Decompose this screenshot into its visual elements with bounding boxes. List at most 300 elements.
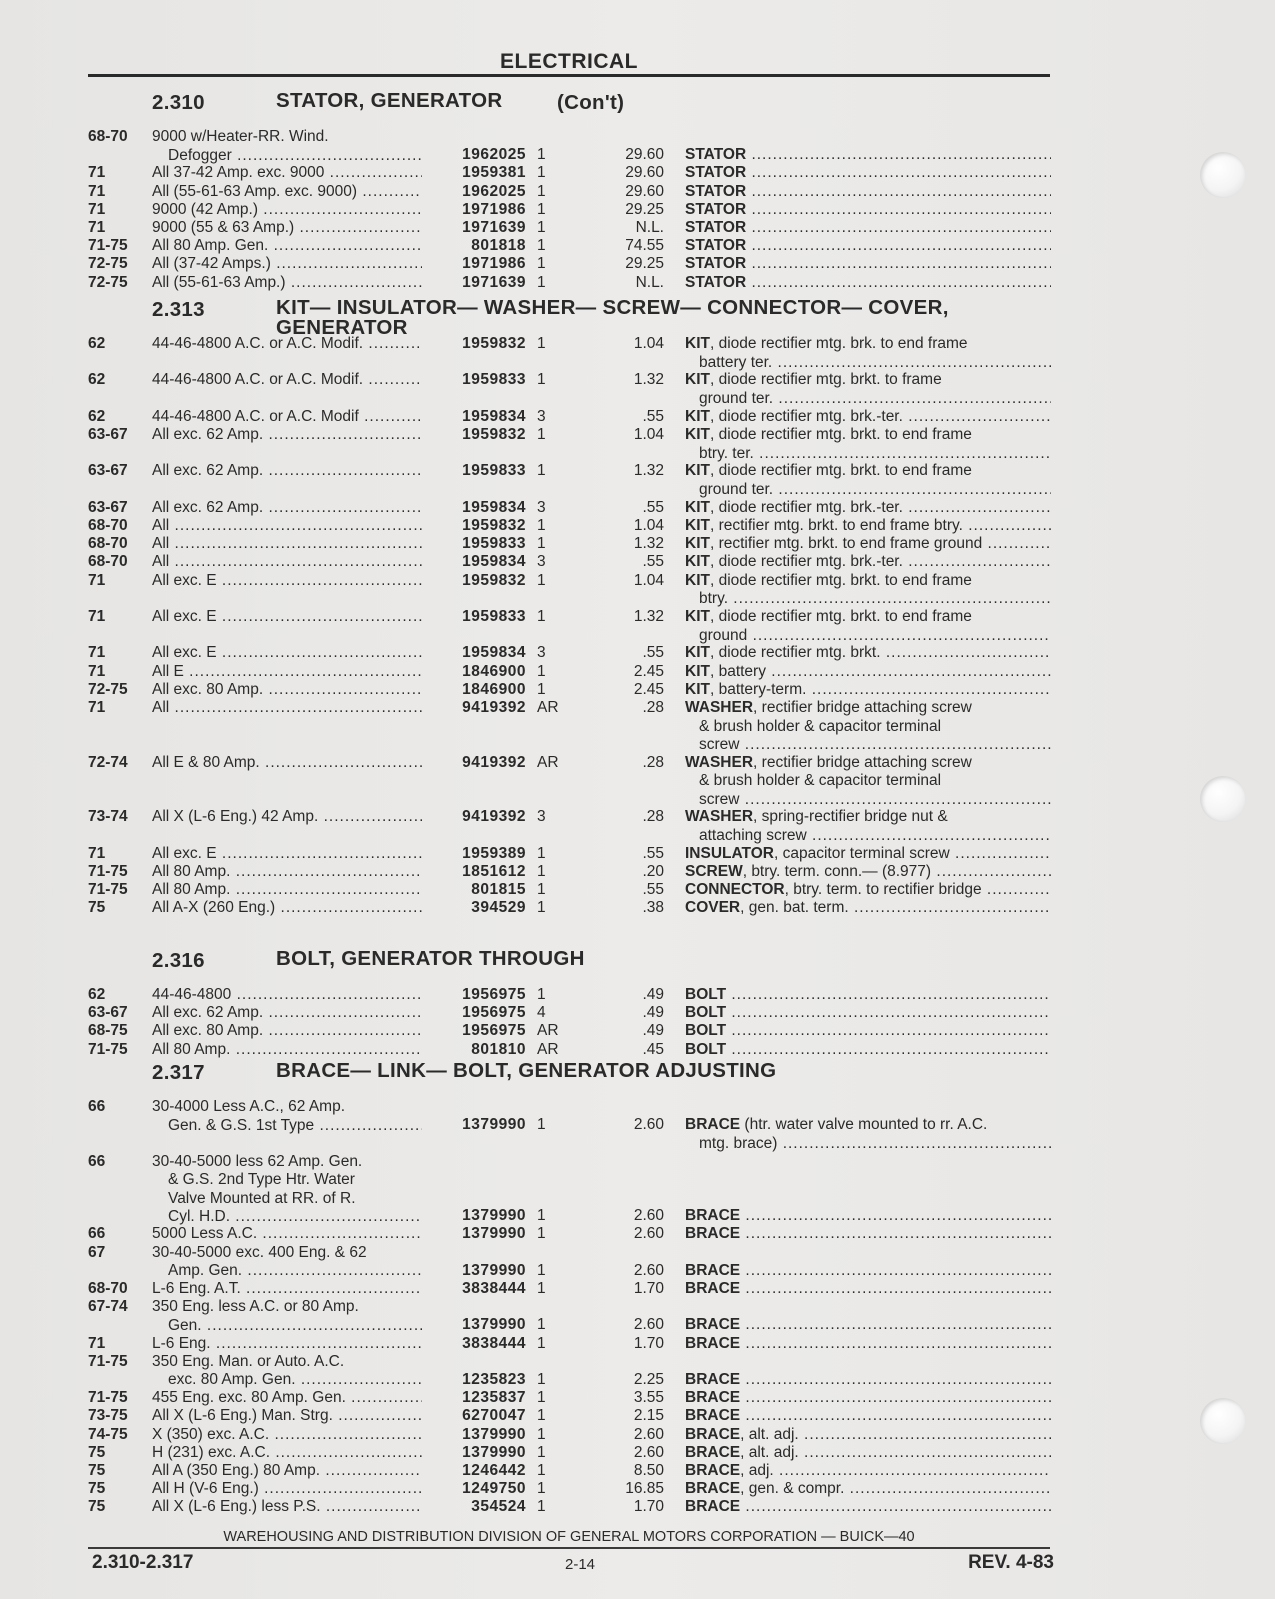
part-number: 1246442 xyxy=(462,1462,526,1479)
price: 1.04 xyxy=(633,571,664,589)
description-line: BRACE ..... xyxy=(685,1389,1051,1408)
application-line: Amp. Gen. ..... xyxy=(152,1262,422,1281)
table-row xyxy=(0,1004,1275,1022)
section-title: KIT— INSULATOR— WASHER— SCREW— CONNECTOR— COVER, GENERATOR xyxy=(276,296,949,339)
quantity: 1 xyxy=(537,862,546,880)
application-line: 44-46-4800 A.C. or A.C. Modif. ..... xyxy=(152,371,422,390)
table-row xyxy=(0,1498,1275,1516)
table-row xyxy=(0,237,1275,255)
quantity: 1 xyxy=(537,1498,546,1516)
description xyxy=(685,881,1051,900)
part-number: 1959389 xyxy=(462,844,526,862)
price: .55 xyxy=(642,407,664,425)
application xyxy=(152,986,422,1005)
application xyxy=(152,499,422,518)
application xyxy=(152,1280,422,1299)
model-year: 73-74 xyxy=(88,808,128,826)
quantity: 1 xyxy=(537,237,546,255)
table-row xyxy=(0,128,1275,164)
price: 2.60 xyxy=(633,1261,664,1279)
quantity: 4 xyxy=(537,1004,546,1022)
model-year: 75 xyxy=(88,1443,106,1461)
application-line: 455 Eng. exc. 80 Amp. Gen. ..... xyxy=(152,1389,422,1408)
section-title: BRACE— LINK— BOLT, GENERATOR ADJUSTING xyxy=(276,1059,777,1082)
part-number: 1851612 xyxy=(462,862,526,880)
application xyxy=(152,608,422,627)
application-line: H (231) exc. A.C. ..... xyxy=(152,1444,422,1463)
application xyxy=(152,535,422,554)
quantity: 1 xyxy=(537,1225,546,1243)
description-line: KIT, diode rectifier mtg. brk.-ter. ..... xyxy=(685,499,1051,518)
application-line: All exc. E ..... xyxy=(152,572,422,591)
part-number: 1379990 xyxy=(462,1261,526,1279)
model-year: 67 xyxy=(88,1243,106,1261)
application xyxy=(152,1225,422,1244)
table-row xyxy=(0,754,1275,809)
description-line: & brush holder & capacitor terminal xyxy=(699,772,942,790)
model-year: 66 xyxy=(88,1098,106,1115)
model-year: 71 xyxy=(88,608,106,625)
price: 1.04 xyxy=(633,426,664,443)
part-number: 1959381 xyxy=(462,164,526,182)
application xyxy=(152,553,422,572)
part-number: 1959833 xyxy=(462,608,526,625)
description-line: ground ter. ..... xyxy=(685,390,1051,409)
description xyxy=(685,146,1051,165)
table-row xyxy=(0,1041,1275,1059)
price: 16.85 xyxy=(625,1480,664,1498)
price: 29.25 xyxy=(625,255,664,273)
price: 2.60 xyxy=(633,1207,664,1225)
description xyxy=(685,1498,1051,1517)
application-line: 9000 (55 & 63 Amp.) ..... xyxy=(152,219,422,238)
quantity: 1 xyxy=(537,1207,546,1225)
header-rule xyxy=(88,74,1050,77)
description-line: BRACE (htr. water valve mounted to rr. A.C. xyxy=(685,1116,988,1134)
description-line: SCREW, btry. term. conn.— (8.977) ..... xyxy=(685,863,1051,882)
description-line: BOLT ..... xyxy=(685,1041,1051,1060)
description xyxy=(685,371,1051,408)
quantity: 1 xyxy=(537,1407,546,1425)
price: .55 xyxy=(642,844,664,862)
quantity: 1 xyxy=(537,986,546,1003)
application xyxy=(152,1353,422,1390)
description-line: BRACE, adj. ..... xyxy=(685,1462,1051,1481)
application-line: 30-4000 Less A.C., 62 Amp. xyxy=(152,1098,346,1115)
application xyxy=(152,899,422,918)
application-line: 44-46-4800 A.C. or A.C. Modif. ..... xyxy=(152,335,422,354)
application-line: All (55-61-63 Amp. exc. 9000) ..... xyxy=(152,183,422,202)
price: 2.60 xyxy=(633,1425,664,1443)
price: 29.25 xyxy=(625,200,664,218)
price: .20 xyxy=(642,862,664,880)
model-year: 71 xyxy=(88,571,106,589)
description-line: BRACE, alt. adj. ..... xyxy=(685,1426,1051,1445)
description-line: BRACE ..... xyxy=(685,1407,1051,1426)
description xyxy=(685,219,1051,238)
part-number: 9419392 xyxy=(462,753,526,771)
model-year: 68-70 xyxy=(88,1280,128,1297)
description xyxy=(685,1225,1051,1244)
application-line: Defogger ..... xyxy=(152,147,422,166)
price: .49 xyxy=(642,986,664,1003)
description xyxy=(685,237,1051,256)
application xyxy=(152,845,422,864)
part-number: 1379990 xyxy=(462,1425,526,1443)
part-number: 1959832 xyxy=(462,335,526,352)
part-number: 1956975 xyxy=(462,1022,526,1040)
part-number: 1959832 xyxy=(462,571,526,589)
price: .55 xyxy=(642,881,664,898)
quantity: 3 xyxy=(537,644,546,662)
quantity: 3 xyxy=(537,553,546,571)
application xyxy=(152,1480,422,1499)
application-line: All 80 Amp. ..... xyxy=(152,881,422,900)
description xyxy=(685,1335,1051,1354)
price: 2.45 xyxy=(633,662,664,680)
application xyxy=(152,1041,422,1060)
model-year: 62 xyxy=(88,407,106,425)
description-line: BRACE ..... xyxy=(685,1207,1051,1226)
part-number: 801818 xyxy=(471,237,526,255)
table-row xyxy=(0,1462,1275,1480)
application xyxy=(152,462,422,481)
application xyxy=(152,1462,422,1481)
model-year: 68-75 xyxy=(88,1022,128,1040)
description-line: BRACE ..... xyxy=(685,1335,1051,1354)
price: 1.32 xyxy=(633,462,664,480)
description-line: KIT, rectifier mtg. brkt. to end frame ground ..... xyxy=(685,535,1051,554)
description xyxy=(685,499,1051,518)
price: N.L. xyxy=(635,219,664,236)
model-year: 71-75 xyxy=(88,881,128,898)
quantity: AR xyxy=(537,699,559,716)
table-row xyxy=(0,1426,1275,1444)
application-line: All 80 Amp. Gen. ..... xyxy=(152,237,422,256)
description-line: battery ter. ..... xyxy=(685,354,1051,373)
quantity: 1 xyxy=(537,1316,546,1334)
part-number: 1959834 xyxy=(462,553,526,571)
application xyxy=(152,1426,422,1445)
price: .45 xyxy=(642,1040,664,1058)
description-line: KIT, diode rectifier mtg. brkt. ..... xyxy=(685,644,1051,663)
price: 1.32 xyxy=(633,535,664,553)
section-title: BOLT, GENERATOR THROUGH xyxy=(276,947,585,970)
application xyxy=(152,663,422,682)
model-year: 63-67 xyxy=(88,426,128,443)
part-number: 1959832 xyxy=(462,517,526,534)
table-row xyxy=(0,1153,1275,1226)
description xyxy=(685,1426,1051,1445)
application-line: All 37-42 Amp. exc. 9000 ..... xyxy=(152,164,422,183)
description-line: mtg. brace) ..... xyxy=(685,1135,1051,1154)
part-number: 1235823 xyxy=(462,1370,526,1388)
price: N.L. xyxy=(635,273,664,291)
application-line: All 80 Amp. ..... xyxy=(152,863,422,882)
application xyxy=(152,1298,422,1335)
quantity: 1 xyxy=(537,1370,546,1388)
part-number: 354524 xyxy=(471,1498,526,1516)
quantity: 1 xyxy=(537,535,546,553)
price: 1.70 xyxy=(633,1334,664,1352)
description-line: COVER, gen. bat. term. ..... xyxy=(685,899,1051,918)
application-line: Gen. & G.S. 1st Type ..... xyxy=(152,1117,422,1136)
part-number: 1962025 xyxy=(462,182,526,200)
part-number: 1971639 xyxy=(462,219,526,236)
description xyxy=(685,699,1051,755)
application-line: L-6 Eng. ..... xyxy=(152,1335,422,1354)
description xyxy=(685,462,1051,499)
description xyxy=(685,608,1051,645)
quantity: 1 xyxy=(537,462,546,480)
application-line: 350 Eng. Man. or Auto. A.C. xyxy=(152,1352,345,1370)
description xyxy=(685,1444,1051,1463)
application xyxy=(152,201,422,220)
application-line: 9000 (42 Amp.) ..... xyxy=(152,201,422,220)
quantity: 1 xyxy=(537,164,546,182)
table-row xyxy=(0,535,1275,553)
description xyxy=(685,1462,1051,1481)
model-year: 72-75 xyxy=(88,255,128,273)
application-line: All exc. 62 Amp. ..... xyxy=(152,1004,422,1023)
price: .28 xyxy=(642,699,664,716)
application xyxy=(152,426,422,445)
section-number: 2.310 xyxy=(152,91,205,114)
application-line: All A-X (260 Eng.) ..... xyxy=(152,899,422,918)
footer-page-number: 2-14 xyxy=(564,1556,596,1573)
description-line: ground ..... xyxy=(685,627,1051,646)
description-line: btry. ..... xyxy=(685,590,1051,609)
description xyxy=(685,201,1051,220)
application-line: 5000 Less A.C. ..... xyxy=(152,1225,422,1244)
application-line: All E & 80 Amp. ..... xyxy=(152,754,422,773)
application-line: All ..... xyxy=(152,699,422,718)
quantity: 1 xyxy=(537,662,546,680)
description-line: STATOR ..... xyxy=(685,164,1051,183)
application-line: All A (350 Eng.) 80 Amp. ..... xyxy=(152,1462,422,1481)
description xyxy=(685,335,1051,372)
application xyxy=(152,219,422,238)
model-year: 68-70 xyxy=(88,517,128,534)
quantity: 1 xyxy=(537,1389,546,1407)
description xyxy=(685,255,1051,274)
part-number: 3838444 xyxy=(462,1334,526,1352)
application xyxy=(152,371,422,390)
table-row xyxy=(0,699,1275,754)
application xyxy=(152,754,422,773)
application-line: All exc. 80 Amp. ..... xyxy=(152,1022,422,1041)
description-line: btry. ter. ..... xyxy=(685,445,1051,464)
table-row xyxy=(0,1335,1275,1353)
table-row xyxy=(0,499,1275,517)
table-row xyxy=(0,663,1275,681)
application-line: 30-40-5000 exc. 400 Eng. & 62 xyxy=(152,1243,367,1261)
part-number: 9419392 xyxy=(462,699,526,716)
description-line: BRACE ..... xyxy=(685,1498,1051,1517)
quantity: 1 xyxy=(537,146,546,164)
model-year: 68-70 xyxy=(88,535,128,553)
footer-rule xyxy=(88,1547,1050,1549)
application-line: All exc. E ..... xyxy=(152,845,422,864)
quantity: AR xyxy=(537,753,559,771)
table-row xyxy=(0,1389,1275,1407)
application-line: All ..... xyxy=(152,517,422,536)
description xyxy=(685,183,1051,202)
table-row xyxy=(0,1225,1275,1243)
application xyxy=(152,644,422,663)
part-number: 9419392 xyxy=(462,808,526,826)
description xyxy=(685,1022,1051,1041)
table-row xyxy=(0,899,1275,917)
price: .49 xyxy=(642,1004,664,1022)
description xyxy=(685,1041,1051,1060)
model-year: 62 xyxy=(88,371,106,389)
description-line: attaching screw ..... xyxy=(685,827,1051,846)
description-line: STATOR ..... xyxy=(685,274,1051,293)
part-number: 394529 xyxy=(471,899,526,917)
price: 29.60 xyxy=(625,146,664,164)
quantity: 1 xyxy=(537,273,546,291)
quantity: 1 xyxy=(537,881,546,898)
model-year: 71-75 xyxy=(88,1389,128,1407)
price: 8.50 xyxy=(633,1462,664,1479)
description-line: BRACE, alt. adj. ..... xyxy=(685,1444,1051,1463)
description xyxy=(685,1116,1051,1153)
description-line: BRACE ..... xyxy=(685,1225,1051,1244)
application-line: All ..... xyxy=(152,535,422,554)
application xyxy=(152,1444,422,1463)
description xyxy=(685,681,1051,700)
part-number: 1962025 xyxy=(462,146,526,164)
part-number: 1959833 xyxy=(462,462,526,480)
model-year: 63-67 xyxy=(88,498,128,516)
description-line: & brush holder & capacitor terminal xyxy=(699,717,942,735)
part-number: 1959832 xyxy=(462,426,526,443)
model-year: 74-75 xyxy=(88,1425,128,1443)
description-line: KIT, diode rectifier mtg. brkt. to end frame xyxy=(685,571,972,589)
description-line: STATOR ..... xyxy=(685,255,1051,274)
model-year: 71-75 xyxy=(88,237,128,255)
description-line: WASHER, rectifier bridge attaching screw xyxy=(685,699,972,716)
model-year: 63-67 xyxy=(88,1004,128,1022)
application xyxy=(152,1244,422,1281)
application-line: All exc. E ..... xyxy=(152,608,422,627)
model-year: 73-75 xyxy=(88,1407,128,1425)
quantity: 1 xyxy=(537,844,546,862)
part-number: 1971986 xyxy=(462,255,526,273)
description xyxy=(685,845,1051,864)
quantity: 1 xyxy=(537,255,546,273)
quantity: 1 xyxy=(537,426,546,443)
quantity: 1 xyxy=(537,899,546,917)
description xyxy=(685,408,1051,427)
part-number: 1959834 xyxy=(462,407,526,425)
price: .28 xyxy=(642,808,664,826)
description xyxy=(685,1280,1051,1299)
description-line: BRACE ..... xyxy=(685,1280,1051,1299)
quantity: 3 xyxy=(537,808,546,826)
description-line: KIT, battery ..... xyxy=(685,663,1051,682)
price: 1.04 xyxy=(633,517,664,534)
application-line: All exc. 62 Amp. ..... xyxy=(152,499,422,518)
price: 2.60 xyxy=(633,1116,664,1134)
part-number: 3838444 xyxy=(462,1280,526,1297)
table-row xyxy=(0,863,1275,881)
table-row xyxy=(0,408,1275,426)
quantity: 1 xyxy=(537,371,546,389)
section-number: 2.317 xyxy=(152,1061,205,1084)
model-year: 62 xyxy=(88,986,106,1003)
application xyxy=(152,1153,422,1227)
price: .38 xyxy=(642,899,664,917)
table-row xyxy=(0,1280,1275,1298)
application-line: Cyl. H.D. ..... xyxy=(152,1208,422,1227)
model-year: 71 xyxy=(88,662,106,680)
price: 2.25 xyxy=(633,1370,664,1388)
application-line: All X (L-6 Eng.) less P.S. ..... xyxy=(152,1498,422,1517)
model-year: 75 xyxy=(88,1480,106,1498)
description xyxy=(685,986,1051,1005)
quantity: 1 xyxy=(537,1116,546,1134)
quantity: 3 xyxy=(537,498,546,516)
description-line: WASHER, rectifier bridge attaching screw xyxy=(685,753,972,771)
description xyxy=(685,1407,1051,1426)
table-row xyxy=(0,219,1275,237)
quantity: 1 xyxy=(537,1443,546,1461)
description-line: STATOR ..... xyxy=(685,237,1051,256)
description-line: BRACE ..... xyxy=(685,1262,1051,1281)
table-row xyxy=(0,572,1275,608)
description-line: STATOR ..... xyxy=(685,183,1051,202)
application-line: 30-40-5000 less 62 Amp. Gen. xyxy=(152,1152,363,1170)
description-line: STATOR ..... xyxy=(685,219,1051,238)
application-line: 9000 w/Heater-RR. Wind. xyxy=(152,128,329,145)
table-row xyxy=(0,986,1275,1004)
application-line: & G.S. 2nd Type Htr. Water xyxy=(168,1171,355,1189)
part-number: 1379990 xyxy=(462,1207,526,1225)
table-row xyxy=(0,164,1275,182)
table-row xyxy=(0,1444,1275,1462)
application-line: All 80 Amp. ..... xyxy=(152,1041,422,1060)
description xyxy=(685,517,1051,536)
price: .55 xyxy=(642,498,664,516)
description-line: STATOR ..... xyxy=(685,146,1051,165)
footer-revision: REV. 4-83 xyxy=(968,1552,1054,1573)
quantity: 1 xyxy=(537,1334,546,1352)
table-row xyxy=(0,183,1275,201)
description-line: KIT, rectifier mtg. brkt. to end frame btry. ..... xyxy=(685,517,1051,536)
description xyxy=(685,1004,1051,1023)
table-row xyxy=(0,201,1275,219)
application-line: 350 Eng. less A.C. or 80 Amp. xyxy=(152,1298,359,1316)
price: 2.60 xyxy=(633,1316,664,1334)
model-year: 71 xyxy=(88,164,106,182)
price: 3.55 xyxy=(633,1389,664,1407)
part-number: 1959833 xyxy=(462,535,526,553)
description xyxy=(685,572,1051,609)
quantity: AR xyxy=(537,1022,559,1040)
model-year: 71 xyxy=(88,182,106,200)
description xyxy=(685,1389,1051,1408)
description xyxy=(685,426,1051,463)
application-line: All exc. 80 Amp. ..... xyxy=(152,681,422,700)
application xyxy=(152,1498,422,1517)
part-number: 1956975 xyxy=(462,986,526,1003)
application xyxy=(152,274,422,293)
description-line: STATOR ..... xyxy=(685,201,1051,220)
table-row xyxy=(0,681,1275,699)
table-row xyxy=(0,1353,1275,1389)
